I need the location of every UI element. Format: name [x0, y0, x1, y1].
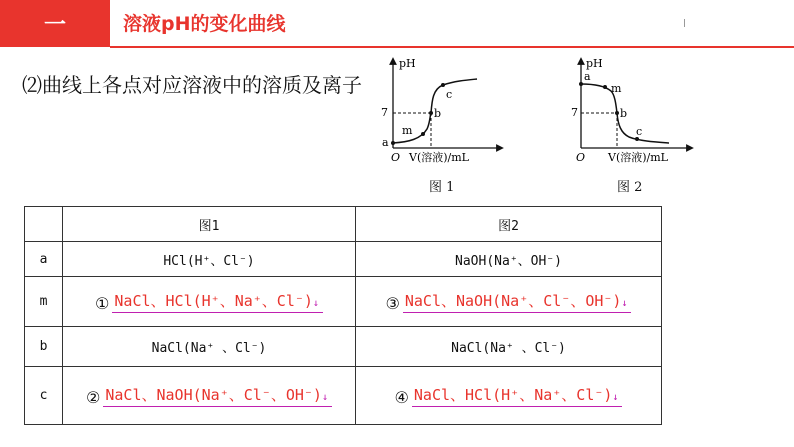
cell-c-fig1: ② NaCl、NaOH(Na⁺、Cl⁻、OH⁻)↓	[63, 367, 356, 425]
fig2-point-c: c	[636, 125, 643, 138]
cell-a-fig2: NaOH(Na⁺、OH⁻)	[356, 242, 662, 277]
fig1-level-7: 7	[381, 106, 388, 119]
figure-1-graph	[375, 55, 505, 167]
section-title: 溶液pH的变化曲线	[123, 13, 286, 35]
table-header-row	[25, 207, 662, 242]
table-header-corner	[25, 207, 63, 242]
table-row	[25, 327, 662, 367]
fig2-x-label: V(溶液)/mL	[608, 151, 668, 164]
row-label-m: m	[25, 277, 63, 327]
table-header-fig2: 图2	[356, 207, 662, 242]
cell-b-fig2: NaCl(Na⁺ 、Cl⁻)	[356, 327, 662, 367]
answer-number-3: ③	[385, 294, 400, 313]
table-row	[25, 367, 662, 425]
fig2-point-a: a	[584, 70, 591, 83]
cell-m-fig1: ① NaCl、HCl(H⁺、Na⁺、Cl⁻)↓	[63, 277, 356, 327]
fig2-point-b: b	[620, 107, 628, 120]
table-row	[25, 277, 662, 327]
fig1-point-a: a	[382, 136, 389, 149]
section-header	[0, 0, 794, 47]
fig1-point-c: c	[446, 88, 453, 101]
answer-text-1: NaCl、HCl(H⁺、Na⁺、Cl⁻)	[114, 292, 313, 310]
answer-number-4: ④	[394, 388, 409, 407]
fig1-x-label: V(溶液)/mL	[409, 151, 469, 164]
fig2-origin: O	[576, 151, 586, 164]
solute-ion-table	[24, 206, 662, 425]
row-label-a: a	[25, 242, 63, 277]
answer-number-1: ①	[95, 294, 110, 313]
row-label-b: b	[25, 327, 63, 367]
cell-c-fig2: ④ NaCl、HCl(H⁺、Na⁺、Cl⁻)↓	[356, 367, 662, 425]
header-divider	[110, 46, 794, 48]
answer-text-2: NaCl、NaOH(Na⁺、Cl⁻、OH⁻)	[105, 386, 322, 404]
fig2-point-m: m	[611, 82, 622, 95]
table-header-fig1: 图1	[63, 207, 356, 242]
figure-2-caption: 图 2	[617, 180, 643, 195]
figure-2-graph	[565, 55, 695, 167]
table-row	[25, 242, 662, 277]
fig2-y-label: pH	[586, 57, 603, 70]
fig1-origin: O	[391, 151, 401, 164]
section-number-badge: 一	[0, 0, 110, 47]
figure-1-caption: 图 1	[429, 180, 455, 195]
fig2-level-7: 7	[571, 106, 578, 119]
header-tick-mark	[684, 19, 685, 27]
answer-number-2: ②	[86, 388, 101, 407]
cell-a-fig1: HCl(H⁺、Cl⁻)	[63, 242, 356, 277]
cell-m-fig2: ③ NaCl、NaOH(Na⁺、Cl⁻、OH⁻)↓	[356, 277, 662, 327]
cell-b-fig1: NaCl(Na⁺ 、Cl⁻)	[63, 327, 356, 367]
answer-text-3: NaCl、NaOH(Na⁺、Cl⁻、OH⁻)	[404, 292, 622, 310]
fig1-point-m: m	[402, 124, 413, 137]
answer-text-4: NaCl、HCl(H⁺、Na⁺、Cl⁻)	[413, 386, 613, 404]
row-label-c: c	[25, 367, 63, 425]
fig1-y-label: pH	[399, 57, 416, 70]
slide-subtitle: ⑵曲线上各点对应溶液中的溶质及离子	[22, 73, 362, 97]
fig1-point-b: b	[434, 107, 442, 120]
